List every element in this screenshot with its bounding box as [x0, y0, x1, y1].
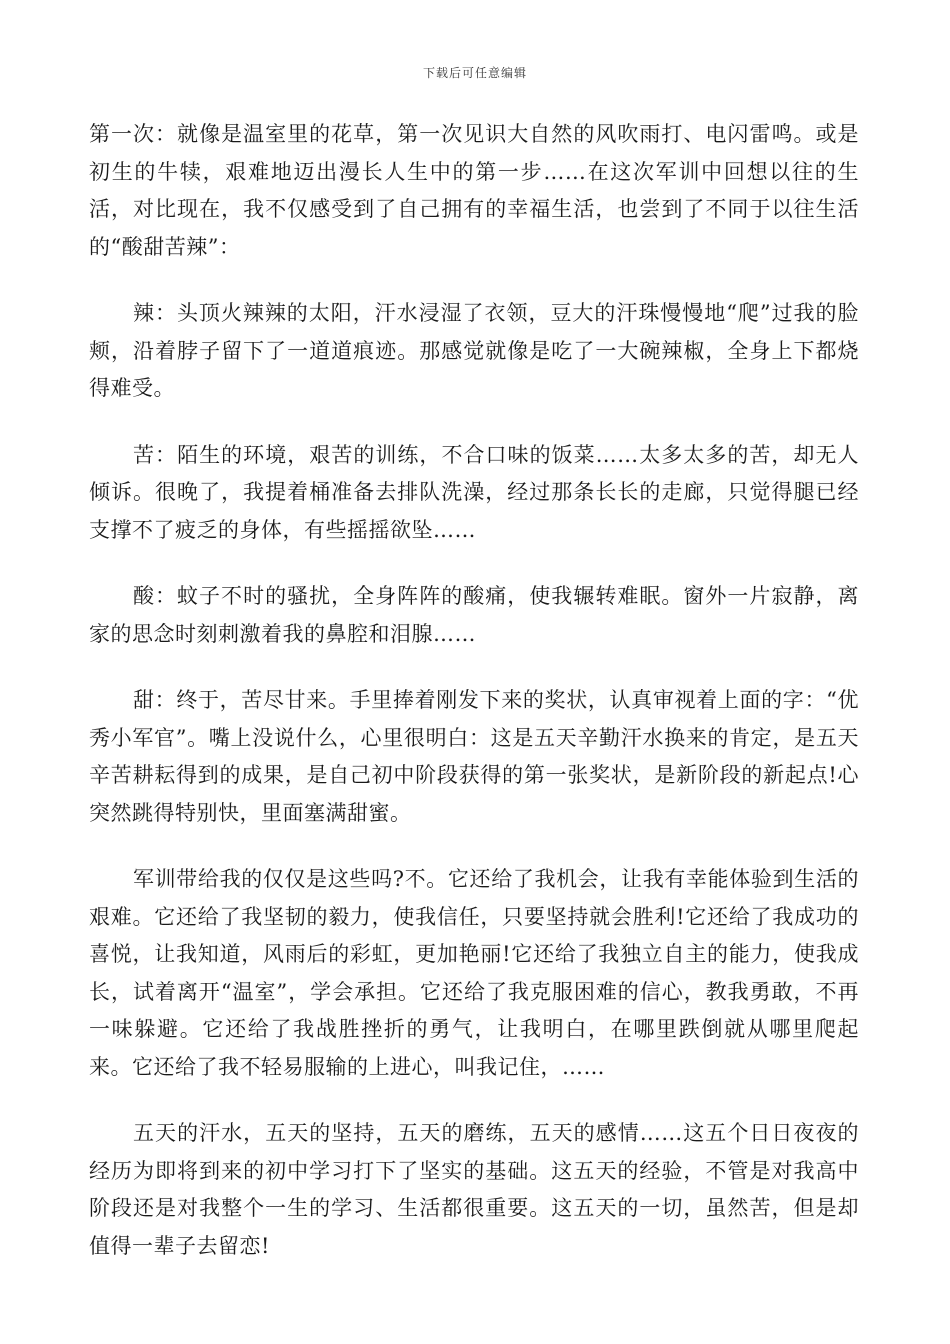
- paragraph-sour: 酸：蚊子不时的骚扰，全身阵阵的酸痛，使我辗转难眠。窗外一片寂静，离家的思念时刻刺激着我的鼻腔和泪腺……: [89, 584, 859, 646]
- paragraph-sweet: 甜：终于，苦尽甘来。手里捧着刚发下来的奖状，认真审视着上面的字：“优秀小军官”。嘴上没说什么，心里很明白：这是五天辛勤汗水换来的肯定，是五天辛苦耕耘得到的成果，是自己初中阶段获得的第一张奖状，是新阶段的新起点!心突然跳得特别快，里面塞满甜蜜。: [89, 688, 859, 825]
- paragraph-military-training: 军训带给我的仅仅是这些吗?不。它还给了我机会，让我有幸能体验到生活的艰难。它还给了我坚韧的毅力，使我信任，只要坚持就会胜利!它还给了我成功的喜悦，让我知道，风雨后的彩虹，更加艳丽!它还给了我独立自主的能力，使我成长，试着离开“温室”，学会承担。它还给了我克服困难的信心，教我勇敢，不再一味躲避。它还给了我战胜挫折的勇气，让我明白，在哪里跌倒就从哪里爬起来。它还给了我不轻易服输的上进心，叫我记住，……: [89, 867, 859, 1079]
- document-body: [89, 116, 859, 1265]
- paragraph-spicy: 辣：头顶火辣辣的太阳，汗水浸湿了衣领，豆大的汗珠慢慢地“爬”过我的脸颊，沿着脖子留下了一道道痕迹。那感觉就像是吃了一大碗辣椒，全身上下都烧得难受。: [89, 301, 859, 400]
- paragraph-conclusion: 五天的汗水，五天的坚持，五天的磨练，五天的感情……这五个日日夜夜的经历为即将到来的初中学习打下了坚实的基础。这五天的经验，不管是对我高中阶段还是对我整个一生的学习、生活都很重要。这五天的一切，虽然苦，但是却值得一辈子去留恋!: [89, 1121, 859, 1258]
- paragraph-bitter: 苦：陌生的环境，艰苦的训练，不合口味的饭菜……太多太多的苦，却无人倾诉。很晚了，我提着桶准备去排队洗澡，经过那条长长的走廊，只觉得腿已经支撑不了疲乏的身体，有些摇摇欲坠……: [89, 442, 859, 542]
- paragraph-intro: 第一次：就像是温室里的花草，第一次见识大自然的风吹雨打、电闪雷鸣。或是初生的牛犊，艰难地迈出漫长人生中的第一步……在这次军训中回想以往的生活，对比现在，我不仅感受到了自己拥有的幸福生活，也尝到了不同于以往生活的“酸甜苦辣”：: [89, 122, 859, 259]
- page-header: 下载后可任意编辑: [422, 66, 527, 80]
